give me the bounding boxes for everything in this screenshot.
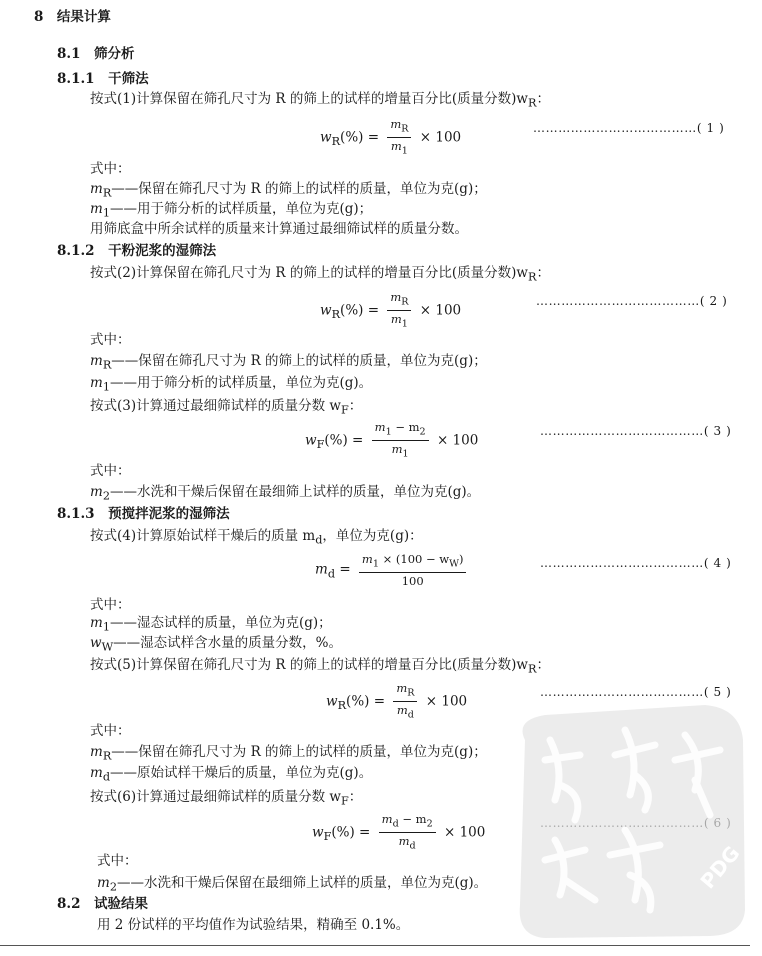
- definition-m1-1: $m_1——$用于筛分析的试样质量，单位为克(g)；: [90, 201, 373, 220]
- equation-1: $w_R(\%)$ = $\frac{m_R}{m_1}$ × 100: [320, 117, 462, 157]
- definition-m2-6: $m_2——$水洗和干燥后保留在最细筛上试样的质量，单位为克(g)。: [97, 875, 488, 894]
- equation-2-number: ( 2 ): [699, 294, 728, 308]
- paragraph-eq1-intro: 按式(1)计算保留在筛孔尺寸为 R 的筛上的试样的增量百分比(质量分数)$w_R$：: [90, 91, 550, 110]
- section-heading-8-1-2: 8.1.2 干粉泥浆的湿筛法: [57, 243, 217, 259]
- equation-3-number: ( 3 ): [703, 424, 732, 438]
- section-heading-8-1-1: 8.1.1 干筛法: [57, 71, 149, 87]
- paragraph-eq3-intro: 按式(3)计算通过最细筛试样的质量分数 $w_F$：: [90, 398, 363, 417]
- section-heading-8: 8 结果计算: [34, 9, 111, 25]
- definition-m1-2: $m_1——$用于筛分析的试样质量，单位为克(g)。: [90, 375, 373, 394]
- equation-2-leader: …………………………………( 2 ): [536, 294, 728, 308]
- paragraph-bottom-pan: 用筛底盒中所余试样的质量来计算通过最细筛试样的质量分数。: [90, 221, 468, 237]
- definition-m2-3: $m_2——$水洗和干燥后保留在最细筛上试样的质量，单位为克(g)。: [90, 484, 481, 503]
- equation-5-leader: …………………………………( 5 ): [540, 685, 732, 699]
- section-heading-8-1: 8.1 筛分析: [57, 46, 135, 62]
- equation-4-number: ( 4 ): [703, 556, 732, 570]
- equation-3-leader: …………………………………( 3 ): [540, 424, 732, 438]
- paragraph-eq2-intro: 按式(2)计算保留在筛孔尺寸为 R 的筛上的试样的增量百分比(质量分数)$w_R$：: [90, 265, 550, 284]
- section-heading-8-1-3: 8.1.3 预搅拌泥浆的湿筛法: [57, 506, 230, 522]
- equation-4-leader: …………………………………( 4 ): [540, 556, 732, 570]
- equation-3: $w_F(\%)$ = $\frac{m_1 - m_2}{m_1}$ × 100: [305, 420, 479, 460]
- watermark-stamp: [505, 700, 750, 940]
- paragraph-eq6-intro: 按式(6)计算通过最细筛试样的质量分数 $w_F$：: [90, 789, 363, 808]
- paragraph-result: 用 2 份试样的平均值作为试验结果，精确至 0.1%。: [97, 917, 410, 933]
- equation-1-leader: …………………………………( 1 ): [533, 121, 725, 135]
- equation-5-number: ( 5 ): [703, 685, 732, 699]
- where-label-4: 式中：: [90, 597, 131, 613]
- equation-6: $w_F(\%)$ = $\frac{m_d - m_2}{m_d}$ × 100: [312, 812, 486, 852]
- bottom-rule: [0, 945, 750, 946]
- equation-5: $w_R(\%)$ = $\frac{m_R}{m_d}$ × 100: [326, 681, 468, 721]
- paragraph-eq5-intro: 按式(5)计算保留在筛孔尺寸为 R 的筛上的试样的增量百分比(质量分数)$w_R$：: [90, 657, 550, 676]
- definition-md-5: $m_d——$原始试样干燥后的质量，单位为克(g)。: [90, 765, 373, 784]
- where-label-3: 式中：: [90, 463, 131, 479]
- equation-2: $w_R(\%)$ = $\frac{m_R}{m_1}$ × 100: [320, 290, 462, 330]
- where-label-1: 式中：: [90, 161, 131, 177]
- definition-wW-4: $w_W——$湿态试样含水量的质量分数，%。: [90, 635, 342, 654]
- paragraph-eq4-intro: 按式(4)计算原始试样干燥后的质量 $m_d$，单位为克(g)：: [90, 528, 423, 547]
- where-label-5: 式中：: [90, 723, 131, 739]
- definition-mR-1: $m_R——$保留在筛孔尺寸为 R 的筛上的试样的质量，单位为克(g)；: [90, 181, 487, 200]
- section-heading-8-2: 8.2 试验结果: [57, 896, 148, 912]
- definition-mR-5: $m_R——$保留在筛孔尺寸为 R 的筛上的试样的质量，单位为克(g)；: [90, 744, 487, 763]
- where-label-2: 式中：: [90, 332, 131, 348]
- definition-m1-4: $m_1——$湿态试样的质量，单位为克(g)；: [90, 615, 332, 634]
- watermark-text: PDG: [695, 841, 745, 894]
- equation-1-number: ( 1 ): [696, 121, 725, 135]
- definition-mR-2: $m_R——$保留在筛孔尺寸为 R 的筛上的试样的质量，单位为克(g)；: [90, 353, 487, 372]
- where-label-6: 式中：: [97, 853, 138, 869]
- equation-4: $m_d$ = $\frac{m_1 \times (100 - w_W)}{100}$: [315, 552, 470, 588]
